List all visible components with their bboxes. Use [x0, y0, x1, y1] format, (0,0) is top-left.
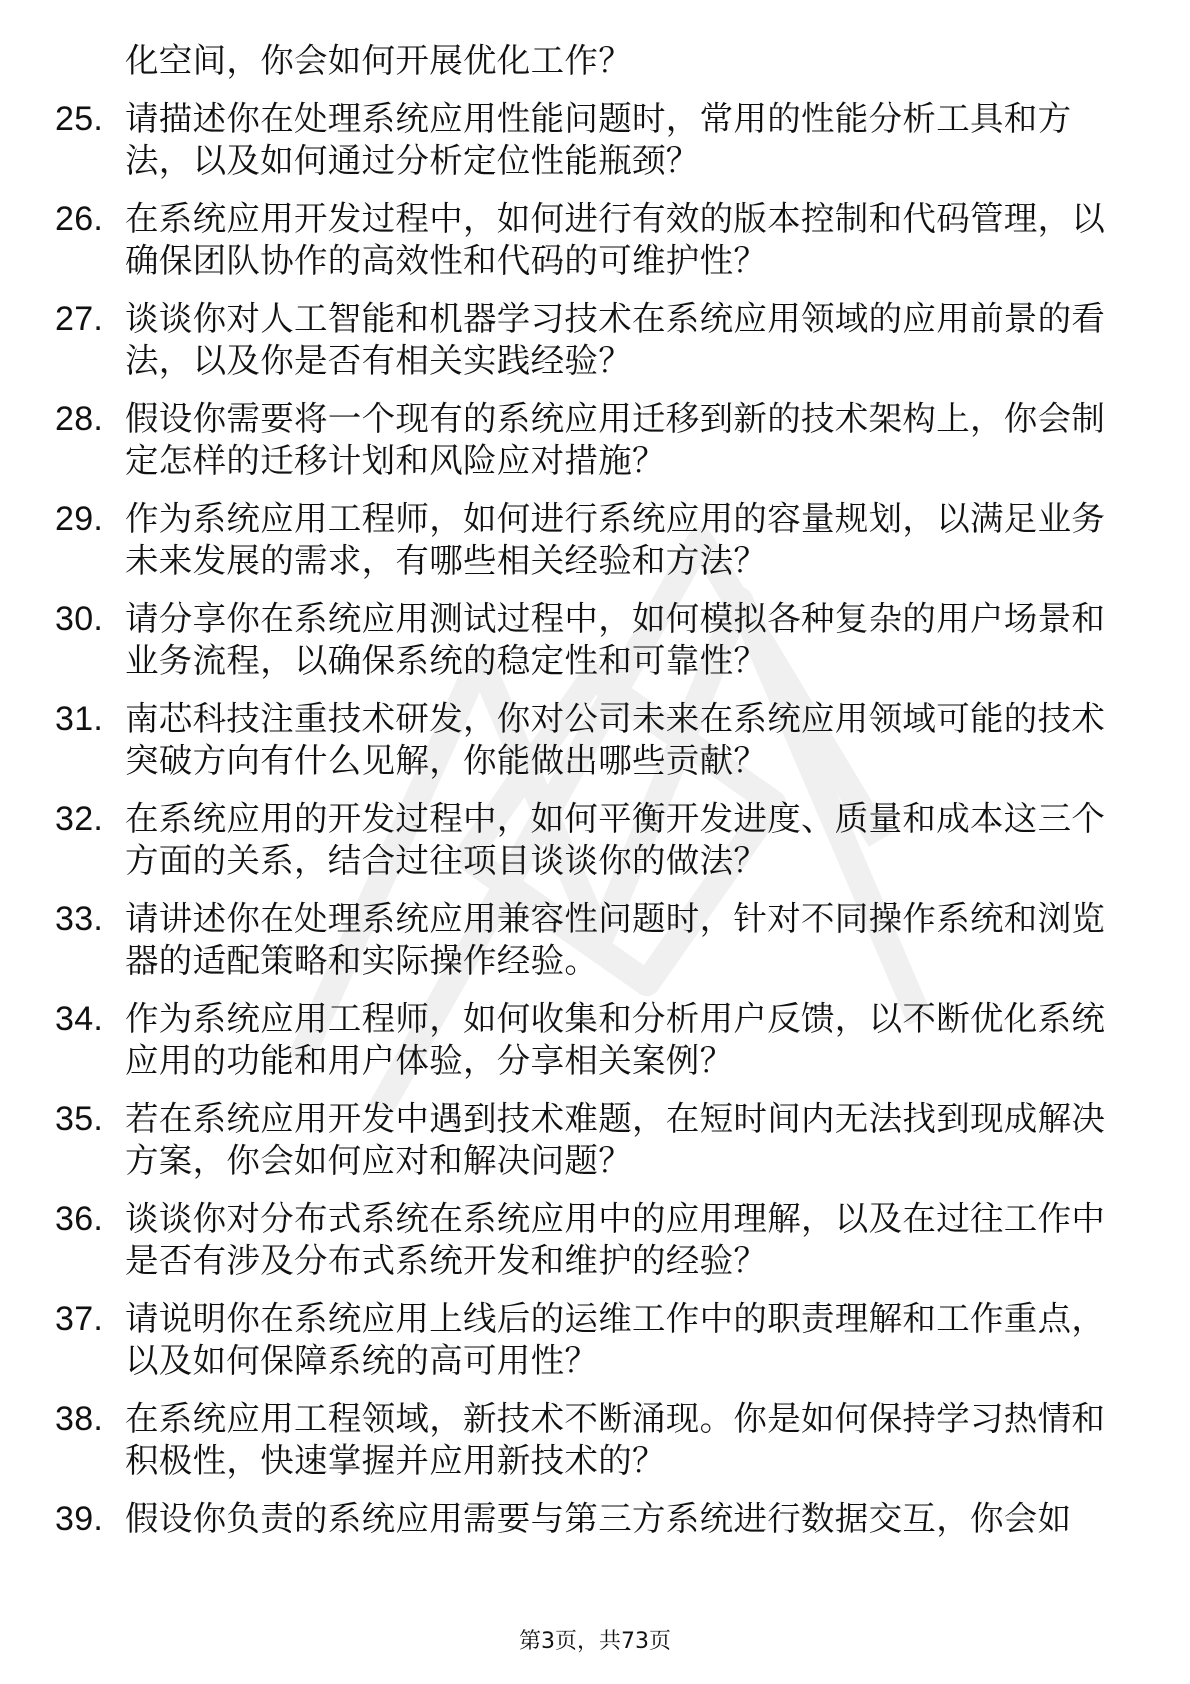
question-text: 若在系统应用开发中遇到技术难题，在短时间内无法找到现成解决方案，你会如何应对和解决问题？: [125, 1099, 1106, 1180]
question-number: 27.: [55, 300, 104, 338]
question-number: 33.: [55, 900, 104, 938]
question-item: [0, 98, 1115, 182]
question-item: [0, 398, 1115, 482]
question-number: 25.: [55, 100, 104, 138]
question-text: 谈谈你对人工智能和机器学习技术在系统应用领域的应用前景的看法，以及你是否有相关实践经验？: [125, 299, 1106, 380]
question-item: [0, 598, 1115, 682]
question-text: 谈谈你对分布式系统在系统应用中的应用理解，以及在过往工作中是否有涉及分布式系统开发和维护的经验？: [125, 1199, 1106, 1280]
question-number: 30.: [55, 600, 104, 638]
question-item: [0, 1198, 1115, 1282]
page-number-label: 第3页，共73页: [519, 1629, 671, 1654]
question-item: [0, 698, 1115, 782]
question-number: 29.: [55, 500, 104, 538]
question-number: 34.: [55, 1000, 104, 1038]
question-text: 请说明你在系统应用上线后的运维工作中的职责理解和工作重点，以及如何保障系统的高可用性？: [125, 1299, 1106, 1380]
question-item: [0, 1298, 1115, 1382]
question-number: 32.: [55, 800, 104, 838]
question-text: 请分享你在系统应用测试过程中，如何模拟各种复杂的用户场景和业务流程，以确保系统的稳定性和可靠性？: [125, 599, 1106, 680]
question-item: [0, 1098, 1115, 1182]
question-text: 假设你负责的系统应用需要与第三方系统进行数据交互，你会如: [125, 1499, 1072, 1538]
question-number: 39.: [55, 1500, 104, 1538]
question-text: 假设你需要将一个现有的系统应用迁移到新的技术架构上，你会制定怎样的迁移计划和风险应对措施？: [125, 399, 1106, 480]
page-footer: [0, 1624, 1190, 1655]
question-number: 37.: [55, 1300, 104, 1338]
question-text: 作为系统应用工程师，如何进行系统应用的容量规划，以满足业务未来发展的需求，有哪些相关经验和方法？: [125, 499, 1106, 580]
question-item: [0, 198, 1115, 282]
question-text: 南芯科技注重技术研发，你对公司未来在系统应用领域可能的技术突破方向有什么见解，你能做出哪些贡献？: [125, 699, 1106, 780]
question-text: 请讲述你在处理系统应用兼容性问题时，针对不同操作系统和浏览器的适配策略和实际操作经验。: [125, 899, 1106, 980]
question-item: [0, 898, 1115, 982]
question-number: 35.: [55, 1100, 104, 1138]
question-text: 作为系统应用工程师，如何收集和分析用户反馈，以不断优化系统应用的功能和用户体验，分享相关案例？: [125, 999, 1106, 1080]
question-item: [0, 498, 1115, 582]
question-text: 在系统应用的开发过程中，如何平衡开发进度、质量和成本这三个方面的关系，结合过往项目谈谈你的做法？: [125, 799, 1106, 880]
question-number: 31.: [55, 700, 104, 738]
question-item: [0, 798, 1115, 882]
question-item: [0, 1398, 1115, 1482]
question-number: 26.: [55, 200, 104, 238]
question-text: 化空间，你会如何开展优化工作？: [125, 41, 632, 80]
question-number: 38.: [55, 1400, 104, 1438]
question-number: 28.: [55, 400, 104, 438]
question-item: [0, 1498, 1115, 1540]
question-item: [0, 40, 1115, 82]
question-list: [0, 40, 1190, 1556]
question-text: 请描述你在处理系统应用性能问题时，常用的性能分析工具和方法，以及如何通过分析定位性能瓶颈？: [125, 99, 1072, 180]
question-text: 在系统应用工程领域，新技术不断涌现。你是如何保持学习热情和积极性，快速掌握并应用新技术的？: [125, 1399, 1106, 1480]
question-number: 36.: [55, 1200, 104, 1238]
question-text: 在系统应用开发过程中，如何进行有效的版本控制和代码管理，以确保团队协作的高效性和代码的可维护性？: [125, 199, 1106, 280]
question-item: [0, 298, 1115, 382]
question-item: [0, 998, 1115, 1082]
